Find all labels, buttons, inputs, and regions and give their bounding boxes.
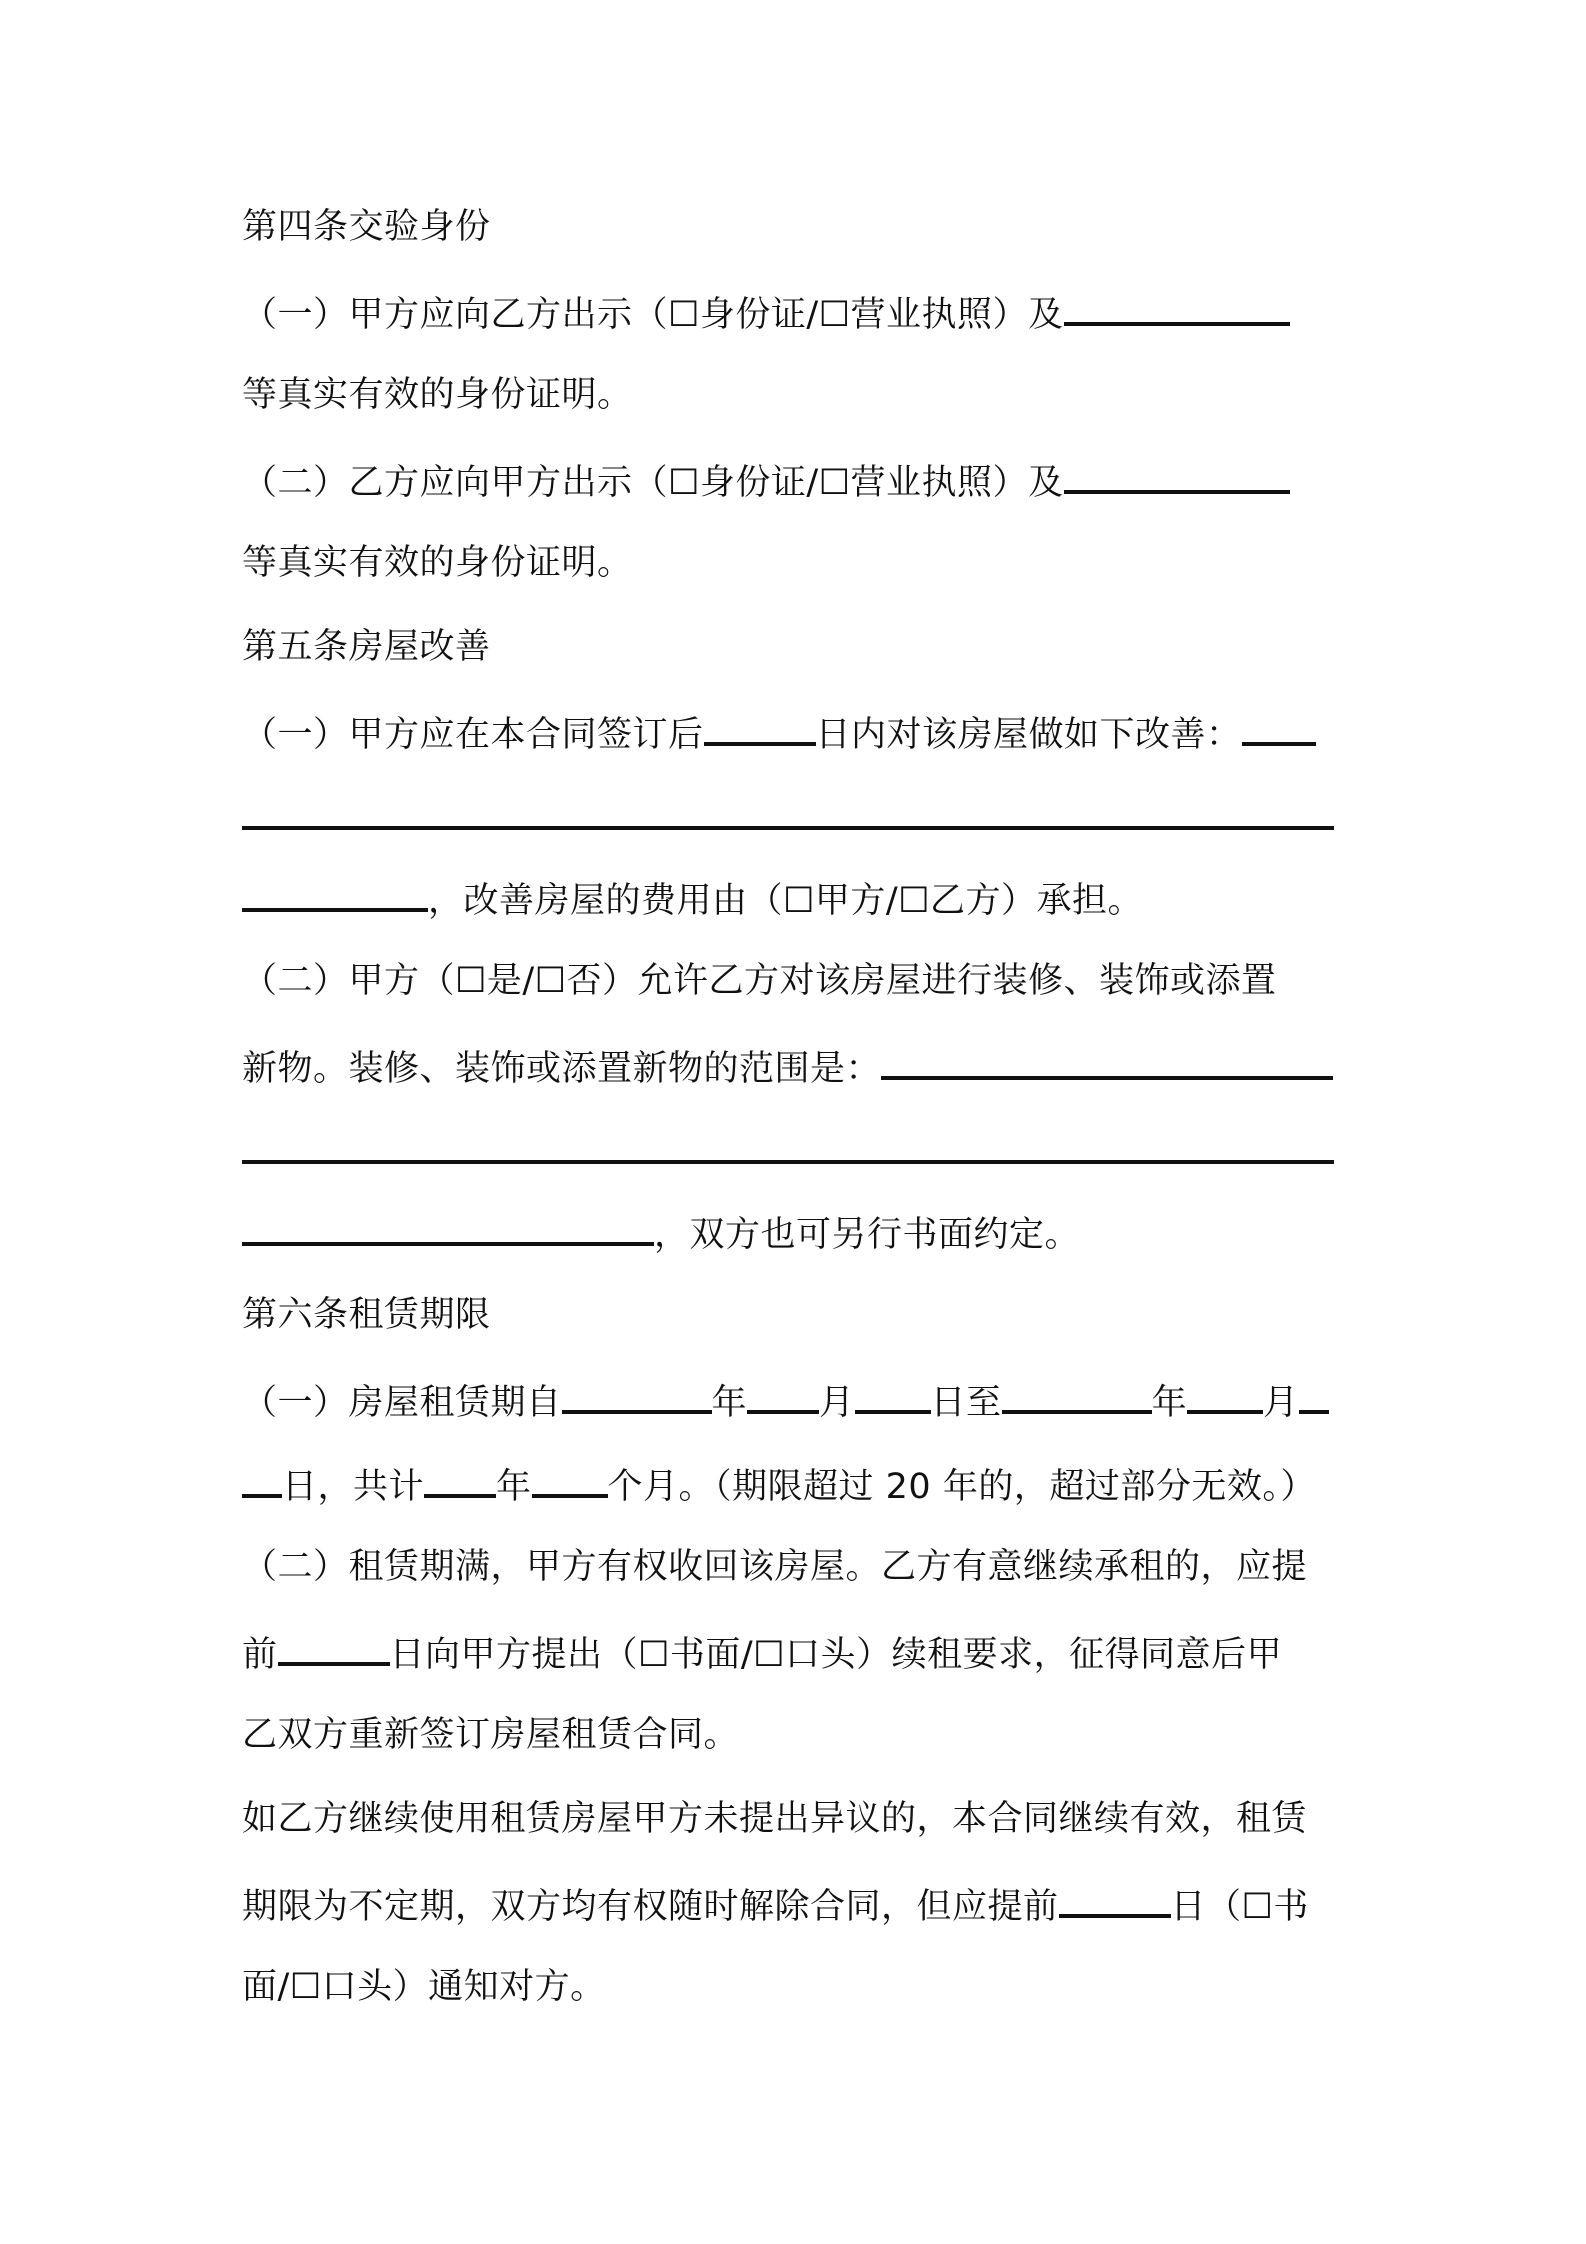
improvement-details-blank-start[interactable]	[1242, 706, 1316, 746]
improvement-details-blank-line[interactable]	[242, 826, 1334, 830]
article-6-clause-2: （二）租赁期满，甲方有权收回该房屋。乙方有意继续承租的，应提	[242, 1547, 1308, 1587]
article-6-paragraph-text-b2: 日（☐书	[1170, 1887, 1309, 1927]
article-5-clause-2: （二）甲方（☐是/☐否）允许乙方对该房屋进行装修、装饰或添置	[242, 961, 1277, 1001]
article-6-clause-2-text-b2: 日向甲方提出（☐书面/☐口头）续租要求，征得同意后甲	[389, 1635, 1283, 1675]
total-months-blank[interactable]	[532, 1458, 608, 1498]
article-5-clause-2-end	[242, 1206, 1080, 1256]
article-5-clause-1	[242, 706, 1316, 756]
article-5-clause-2-text-b: 新物。装修、装饰或添置新物的范围是：	[242, 1049, 882, 1089]
id-document-blank-2[interactable]	[1064, 454, 1290, 494]
renewal-notice-days-blank[interactable]	[278, 1626, 390, 1666]
article-6-clause-2-text-b1: 前	[242, 1635, 278, 1675]
start-day-blank[interactable]	[855, 1374, 931, 1414]
article-4-clause-1	[242, 286, 1290, 336]
improvement-days-blank[interactable]	[704, 706, 816, 746]
article-6-clause-2-cont	[242, 1626, 1282, 1676]
renovation-scope-blank-line[interactable]	[242, 1160, 1334, 1164]
renovation-scope-blank-end[interactable]	[242, 1206, 654, 1246]
end-day-blank-start[interactable]	[1299, 1374, 1329, 1414]
day-to-label: 日至	[930, 1383, 1002, 1423]
article-4-clause-2	[242, 454, 1290, 504]
article-4-clause-2-text: （二）乙方应向甲方出示（☐身份证/☐营业执照）及	[242, 463, 1064, 503]
article-6-clause-1	[242, 1374, 1329, 1424]
improvement-details-blank-end[interactable]	[242, 872, 428, 912]
article-5-clause-1-text-c: ，改善房屋的费用由（☐甲方/☐乙方）承担。	[428, 881, 1144, 921]
article-5-clause-1-text-b: 日内对该房屋做如下改善：	[815, 715, 1242, 755]
id-document-blank-1[interactable]	[1064, 286, 1290, 326]
article-5-clause-2-text-c: ，双方也可另行书面约定。	[654, 1215, 1081, 1255]
article-6-clause-2-end: 乙双方重新签订房屋租赁合同。	[242, 1715, 740, 1755]
start-month-blank[interactable]	[747, 1374, 819, 1414]
renovation-scope-blank-start[interactable]	[881, 1040, 1333, 1080]
day-total-label: 日，共计	[282, 1467, 425, 1507]
article-6-title: 第六条租赁期限	[242, 1295, 491, 1335]
article-6-clause-1-text: （一）房屋租赁期自	[242, 1383, 562, 1423]
termination-notice-days-blank[interactable]	[1059, 1878, 1171, 1918]
article-6-paragraph-end: 面/☐口头）通知对方。	[242, 1967, 606, 2007]
start-year-blank[interactable]	[562, 1374, 712, 1414]
article-5-clause-1-text-a: （一）甲方应在本合同签订后	[242, 715, 704, 755]
month-label: 月	[819, 1383, 855, 1423]
article-5-clause-1-cont	[242, 872, 1143, 922]
article-5-clause-2-cont	[242, 1040, 1333, 1090]
article-6-paragraph-text-b1: 期限为不定期，双方均有权随时解除合同，但应提前	[242, 1887, 1059, 1927]
end-year-blank[interactable]	[1002, 1374, 1152, 1414]
year-label-2: 年	[1151, 1383, 1188, 1423]
month-label-2: 月	[1263, 1383, 1299, 1423]
months-note: 个月。（期限超过 20 年的，超过部分无效。）	[607, 1467, 1316, 1507]
total-years-blank[interactable]	[424, 1458, 496, 1498]
year-label: 年	[711, 1383, 748, 1423]
article-4-clause-1-cont: 等真实有效的身份证明。	[242, 375, 633, 415]
article-6-paragraph: 如乙方继续使用租赁房屋甲方未提出异议的，本合同继续有效，租赁	[242, 1799, 1308, 1839]
year-label-3: 年	[496, 1467, 532, 1507]
end-month-blank[interactable]	[1187, 1374, 1263, 1414]
article-4-clause-2-cont: 等真实有效的身份证明。	[242, 543, 633, 583]
article-6-paragraph-cont	[242, 1878, 1309, 1928]
article-6-clause-1-cont	[242, 1458, 1316, 1508]
article-4-title: 第四条交验身份	[242, 207, 491, 247]
article-4-clause-1-text: （一）甲方应向乙方出示（☐身份证/☐营业执照）及	[242, 295, 1064, 335]
end-day-blank-end[interactable]	[242, 1458, 282, 1498]
article-5-title: 第五条房屋改善	[242, 627, 491, 667]
